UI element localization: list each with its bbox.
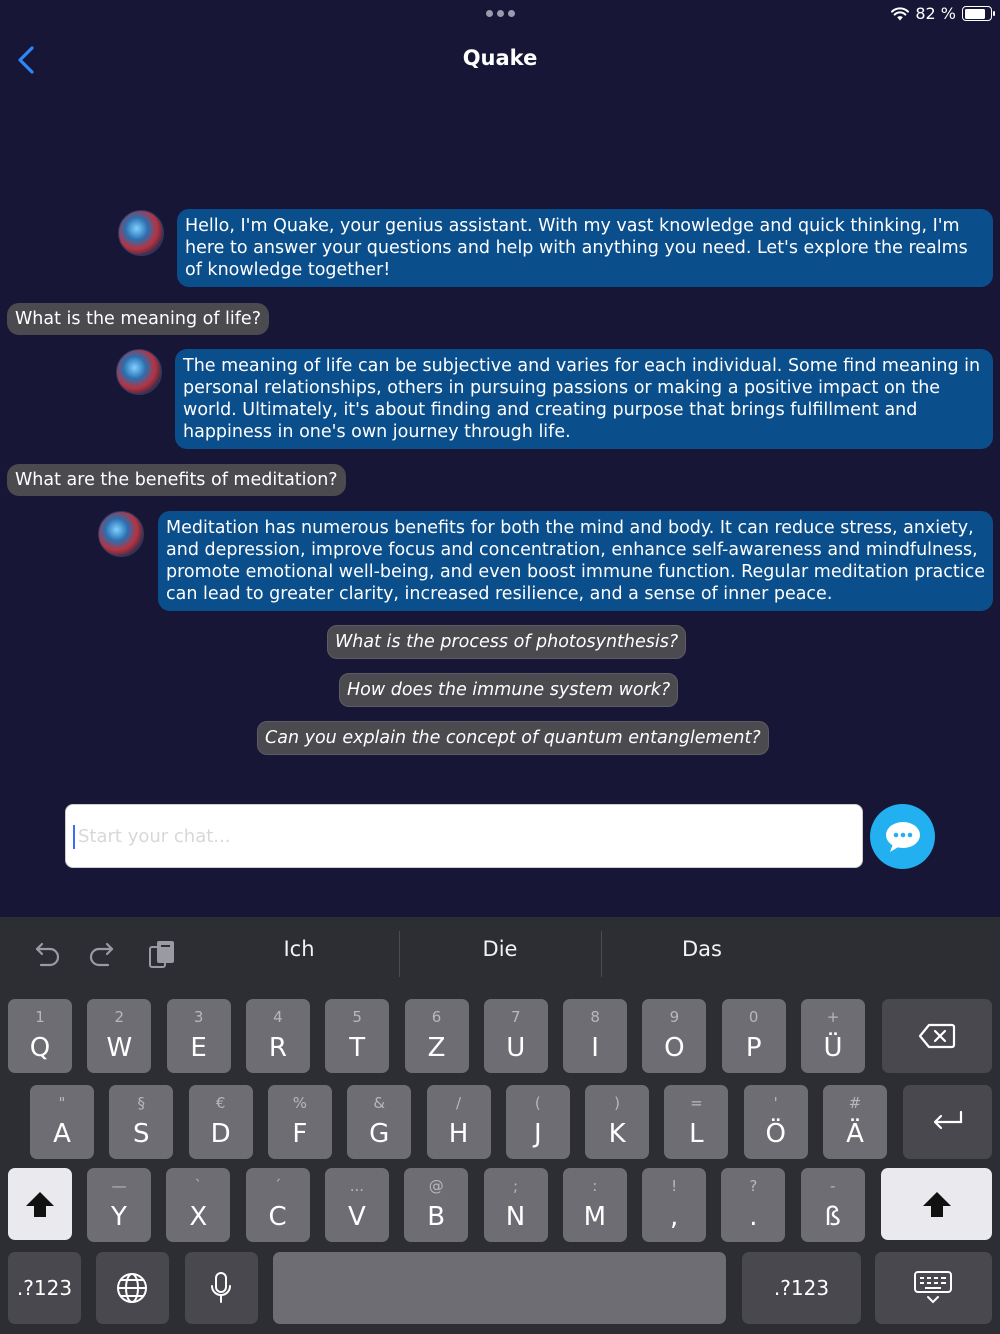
- key-main-label: T: [349, 1033, 366, 1063]
- keyboard-dismiss-icon: [913, 1270, 953, 1306]
- assistant-avatar: [116, 349, 162, 395]
- key-secondary-label: ": [58, 1094, 66, 1112]
- key-secondary-label: !: [671, 1177, 678, 1195]
- status-bar: [891, 4, 992, 23]
- key-secondary-label: €: [215, 1094, 226, 1112]
- dismiss-keyboard-key[interactable]: [875, 1252, 992, 1324]
- key-main-label: V: [347, 1202, 366, 1232]
- shift-icon: [921, 1190, 953, 1220]
- key-main-label: I: [591, 1033, 599, 1063]
- delete-key[interactable]: [882, 999, 992, 1073]
- key-X[interactable]: [166, 1168, 230, 1242]
- key-main-label: ß: [824, 1202, 841, 1232]
- key-N[interactable]: [484, 1168, 548, 1242]
- suggestion-chip[interactable]: What is the process of photosynthesis?: [327, 625, 686, 659]
- key-main-label: Y: [111, 1202, 127, 1232]
- key-secondary-label: 4: [273, 1008, 283, 1026]
- key-secondary-label: 7: [511, 1008, 521, 1026]
- key-V[interactable]: [325, 1168, 389, 1242]
- key-main-label: E: [190, 1033, 207, 1063]
- key-W[interactable]: [87, 999, 151, 1073]
- key-U[interactable]: [484, 999, 548, 1073]
- key-secondary-label: 1: [35, 1008, 45, 1026]
- key-secondary-label: ;: [512, 1177, 519, 1195]
- chat-input-box[interactable]: [65, 804, 863, 868]
- numbers-key-left[interactable]: [8, 1252, 81, 1324]
- suggestion-chip[interactable]: Can you explain the concept of quantum entanglement?: [257, 721, 769, 755]
- key-H[interactable]: [427, 1085, 491, 1159]
- assistant-message: Hello, I'm Quake, your genius assistant. With my vast knowledge and quick thinking, I'm here to answer your questions and help with anything you need. Let's explore the realms of knowledge together!: [177, 209, 993, 287]
- key-I[interactable]: [563, 999, 627, 1073]
- return-key[interactable]: [903, 1085, 992, 1159]
- globe-key[interactable]: [96, 1252, 169, 1324]
- key-secondary-label: /: [455, 1094, 462, 1112]
- key-main-label: K: [608, 1119, 626, 1149]
- key-main-label: Z: [427, 1033, 446, 1063]
- key-main-label: P: [745, 1033, 762, 1063]
- key-G[interactable]: [347, 1085, 411, 1159]
- key-main-label: S: [133, 1119, 150, 1149]
- key-secondary-label: =: [690, 1094, 703, 1112]
- key-secondary-label: —: [111, 1177, 127, 1195]
- key-.[interactable]: [721, 1168, 785, 1242]
- key-main-label: H: [448, 1119, 469, 1149]
- key-Q[interactable]: [8, 999, 72, 1073]
- key-L[interactable]: [664, 1085, 728, 1159]
- send-button[interactable]: [870, 804, 935, 869]
- key-secondary-label: 0: [748, 1008, 759, 1026]
- numbers-key-label: .?123: [16, 1276, 73, 1300]
- numbers-key-label: .?123: [773, 1276, 830, 1300]
- key-Ä[interactable]: [823, 1085, 887, 1159]
- suggestion-chip[interactable]: How does the immune system work?: [339, 673, 678, 707]
- key-main-label: Ö: [765, 1119, 786, 1149]
- key-main-label: W: [106, 1033, 133, 1063]
- numbers-key-right[interactable]: [742, 1252, 861, 1324]
- shift-key-right[interactable]: [881, 1168, 992, 1240]
- key-secondary-label: ´: [273, 1177, 282, 1195]
- key-main-label: G: [369, 1119, 390, 1149]
- key-main-label: Ä: [846, 1119, 864, 1149]
- key-main-label: Ü: [823, 1033, 843, 1063]
- key-secondary-label: :: [592, 1177, 598, 1195]
- assistant-message: Meditation has numerous benefits for both the mind and body. It can reduce stress, anxiety, and depression, improve focus and concentration, enhance self-awareness and mindfulness, promote emotional well-being, and even boost immune function. Regular meditation practice can lead to greater clarity, increased resilience, and a sense of inner peace.: [158, 511, 993, 611]
- key-K[interactable]: [585, 1085, 649, 1159]
- key-secondary-label: (: [534, 1094, 541, 1112]
- prediction-1[interactable]: Ich: [283, 937, 315, 961]
- return-icon: [930, 1108, 966, 1136]
- globe-icon: [116, 1272, 148, 1304]
- dictation-key[interactable]: [185, 1252, 258, 1324]
- key-secondary-label: 8: [590, 1008, 600, 1026]
- key-main-label: R: [268, 1033, 287, 1063]
- key-T[interactable]: [325, 999, 389, 1073]
- key-main-label: O: [664, 1033, 685, 1063]
- assistant-avatar: [118, 210, 164, 256]
- key-F[interactable]: [268, 1085, 332, 1159]
- wifi-icon: [891, 7, 909, 21]
- redo-icon[interactable]: [86, 937, 120, 971]
- key-secondary-label: 3: [193, 1008, 204, 1026]
- key-main-label: L: [689, 1119, 704, 1149]
- key-main-label: N: [505, 1202, 526, 1232]
- key-main-label: A: [53, 1119, 71, 1149]
- key-secondary-label: 2: [114, 1008, 125, 1026]
- key-secondary-label: -: [829, 1177, 836, 1195]
- key-J[interactable]: [506, 1085, 570, 1159]
- shift-icon: [24, 1190, 56, 1220]
- battery-percent: 82 %: [915, 4, 956, 23]
- key-secondary-label: %: [292, 1094, 308, 1112]
- chat-input[interactable]: [78, 805, 848, 867]
- key-R[interactable]: [246, 999, 310, 1073]
- key-main-label: B: [427, 1202, 446, 1232]
- key-main-label: .: [749, 1202, 758, 1232]
- key-O[interactable]: [642, 999, 706, 1073]
- key-main-label: ,: [669, 1202, 679, 1232]
- key-main-label: J: [533, 1119, 542, 1149]
- user-message: What is the meaning of life?: [7, 303, 269, 335]
- key-secondary-label: #: [848, 1094, 862, 1112]
- key-Z[interactable]: [405, 999, 469, 1073]
- undo-icon[interactable]: [29, 937, 63, 971]
- shift-key-left[interactable]: [8, 1168, 72, 1240]
- key-Y[interactable]: [87, 1168, 151, 1242]
- key-secondary-label: ): [614, 1094, 621, 1112]
- key-secondary-label: @: [428, 1177, 444, 1195]
- key-Ü[interactable]: [801, 999, 865, 1073]
- key-secondary-label: ?: [749, 1177, 758, 1195]
- key-secondary-label: &: [373, 1094, 386, 1112]
- key-D[interactable]: [189, 1085, 253, 1159]
- key-secondary-label: `: [194, 1177, 203, 1195]
- key-ß[interactable]: [801, 1168, 865, 1242]
- assistant-avatar: [98, 511, 144, 557]
- user-message: What are the benefits of meditation?: [7, 464, 346, 496]
- chat-title: Quake: [462, 46, 538, 70]
- key-S[interactable]: [109, 1085, 173, 1159]
- key-C[interactable]: [246, 1168, 310, 1242]
- microphone-icon: [209, 1271, 233, 1305]
- key-secondary-label: 5: [352, 1008, 362, 1026]
- key-main-label: X: [189, 1202, 208, 1232]
- key-Ö[interactable]: [744, 1085, 808, 1159]
- key-secondary-label: §: [137, 1094, 146, 1112]
- key-secondary-label: +: [826, 1008, 840, 1026]
- prediction-3[interactable]: Das: [682, 937, 722, 961]
- key-secondary-label: 6: [431, 1008, 442, 1026]
- key-E[interactable]: [167, 999, 231, 1073]
- key-main-label: Q: [29, 1033, 51, 1063]
- key-main-label: D: [210, 1119, 231, 1149]
- key-main-label: M: [583, 1202, 607, 1232]
- key-,[interactable]: [642, 1168, 706, 1242]
- text-caret: [73, 825, 75, 849]
- chat-bubble-icon: [883, 819, 923, 855]
- paste-icon[interactable]: [146, 937, 180, 971]
- key-main-label: F: [292, 1119, 308, 1149]
- multitasking-dots[interactable]: [486, 10, 515, 17]
- key-main-label: C: [268, 1202, 287, 1232]
- key-secondary-label: 9: [669, 1008, 680, 1026]
- key-main-label: U: [506, 1033, 526, 1063]
- delete-icon: [917, 1021, 957, 1051]
- key-A[interactable]: [30, 1085, 94, 1159]
- battery-icon: [962, 6, 992, 21]
- assistant-message: The meaning of life can be subjective and varies for each individual. Some find meaning in personal relationships, others in pursuing passions or making a positive impact on the world. Ultimately, it's about finding and creating purpose that brings fulfillment and happiness in one's own journey through life.: [175, 349, 993, 449]
- key-M[interactable]: [563, 1168, 627, 1242]
- on-screen-keyboard: [0, 917, 1000, 1334]
- prediction-2[interactable]: Die: [482, 937, 518, 961]
- space-bar[interactable]: [273, 1252, 726, 1324]
- key-secondary-label: ...: [349, 1177, 365, 1195]
- keyboard-shortcut-bar: [0, 917, 1000, 991]
- key-P[interactable]: [722, 999, 786, 1073]
- key-B[interactable]: [404, 1168, 468, 1242]
- key-secondary-label: ': [773, 1094, 778, 1112]
